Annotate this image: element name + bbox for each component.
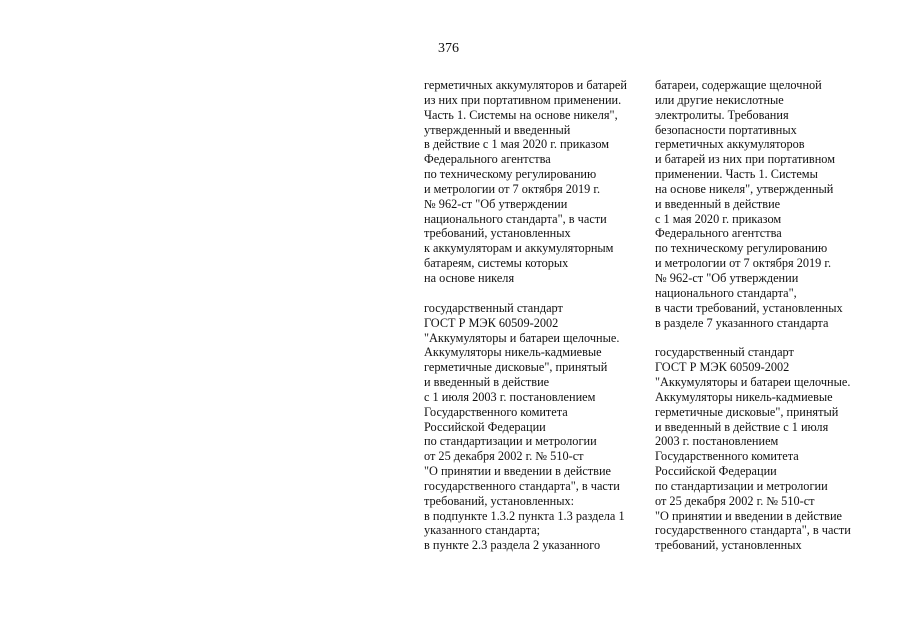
text-line: Часть 1. Системы на основе никеля", xyxy=(424,107,618,122)
text-line: национального стандарта", в части xyxy=(424,211,607,226)
text-line: Государственного комитета xyxy=(424,404,568,419)
text-line: или другие некислотные xyxy=(655,92,784,107)
text-line: по техническому регулированию xyxy=(655,241,828,256)
text-line: "Аккумуляторы и батареи щелочные. xyxy=(424,330,620,345)
text-line: электролиты. Требования xyxy=(655,107,789,122)
paragraph-gap xyxy=(655,330,875,345)
text-line: по стандартизации и метрологии xyxy=(655,478,828,493)
right-paragraph-2 xyxy=(655,345,875,553)
text-line: "Аккумуляторы и батареи щелочные. xyxy=(655,375,851,390)
text-line: Государственного комитета xyxy=(655,449,799,464)
text-line: и введенный в действие xyxy=(424,375,550,390)
paragraph-gap xyxy=(424,286,644,301)
text-line: № 962-ст "Об утверждении xyxy=(424,196,568,211)
text-line: в пункте 2.3 раздела 2 указанного xyxy=(424,538,601,553)
text-line: с 1 июля 2003 г. постановлением xyxy=(424,389,596,404)
text-line: батареи, содержащие щелочной xyxy=(655,78,822,92)
left-column xyxy=(424,78,644,553)
text-line: Федерального агентства xyxy=(424,152,551,167)
text-line: "О принятии и введении в действие xyxy=(655,508,843,523)
text-line: к аккумуляторам и аккумуляторным xyxy=(424,241,614,256)
text-line: в подпункте 1.3.2 пункта 1.3 раздела 1 xyxy=(424,508,625,523)
text-line: указанного стандарта; xyxy=(424,523,541,538)
text-line: герметичных аккумуляторов xyxy=(655,137,805,152)
text-line: Российской Федерации xyxy=(424,419,546,434)
text-line: требований, установленных: xyxy=(424,493,575,508)
right-paragraph-1 xyxy=(655,78,875,330)
text-line: требований, установленных xyxy=(424,226,571,241)
text-line: с 1 мая 2020 г. приказом xyxy=(655,211,782,226)
text-line: Федерального агентства xyxy=(655,226,782,241)
text-line: герметичных аккумуляторов и батарей xyxy=(424,78,627,92)
right-column xyxy=(655,78,875,553)
text-line: по техническому регулированию xyxy=(424,167,597,182)
text-line: Российской Федерации xyxy=(655,464,777,479)
text-line: Аккумуляторы никель-кадмиевые xyxy=(655,389,833,404)
text-line: и введенный в действие с 1 июля xyxy=(655,419,829,434)
text-line: герметичные дисковые", принятый xyxy=(655,404,839,419)
text-line: батареям, системы которых xyxy=(424,256,569,271)
text-line: из них при портативном применении. xyxy=(424,92,622,107)
text-line: на основе никеля xyxy=(424,270,515,285)
text-line: и метрологии от 7 октября 2019 г. xyxy=(424,181,601,196)
page-number: 376 xyxy=(438,41,459,56)
text-line: государственный стандарт xyxy=(424,300,563,315)
text-line: национального стандарта", xyxy=(655,285,797,300)
text-line: 2003 г. постановлением xyxy=(655,434,779,449)
text-line: и введенный в действие xyxy=(655,196,781,211)
text-line: герметичные дисковые", принятый xyxy=(424,360,608,375)
text-line: и батарей из них при портативном xyxy=(655,152,835,167)
text-line: требований, установленных xyxy=(655,538,802,553)
text-line: утвержденный и введенный xyxy=(424,122,571,137)
text-line: № 962-ст "Об утверждении xyxy=(655,270,799,285)
left-paragraph-1 xyxy=(424,78,644,286)
text-line: в действие с 1 мая 2020 г. приказом xyxy=(424,137,610,152)
text-line: по стандартизации и метрологии xyxy=(424,434,597,449)
text-line: ГОСТ Р МЭК 60509-2002 xyxy=(424,315,559,330)
text-line: и метрологии от 7 октября 2019 г. xyxy=(655,256,832,271)
text-line: государственного стандарта", в части xyxy=(655,523,851,538)
text-line: государственного стандарта", в части xyxy=(424,478,620,493)
text-line: "О принятии и введении в действие xyxy=(424,464,612,479)
text-line: от 25 декабря 2002 г. № 510-ст xyxy=(655,493,815,508)
text-line: в части требований, установленных xyxy=(655,300,843,315)
text-line: безопасности портативных xyxy=(655,122,797,137)
text-line: от 25 декабря 2002 г. № 510-ст xyxy=(424,449,584,464)
text-line: применении. Часть 1. Системы xyxy=(655,167,818,182)
text-line: государственный стандарт xyxy=(655,345,794,360)
text-line: на основе никеля", утвержденный xyxy=(655,181,834,196)
text-line: Аккумуляторы никель-кадмиевые xyxy=(424,345,602,360)
left-paragraph-2 xyxy=(424,301,644,553)
text-line: ГОСТ Р МЭК 60509-2002 xyxy=(655,360,790,375)
text-line: в разделе 7 указанного стандарта xyxy=(655,315,829,330)
